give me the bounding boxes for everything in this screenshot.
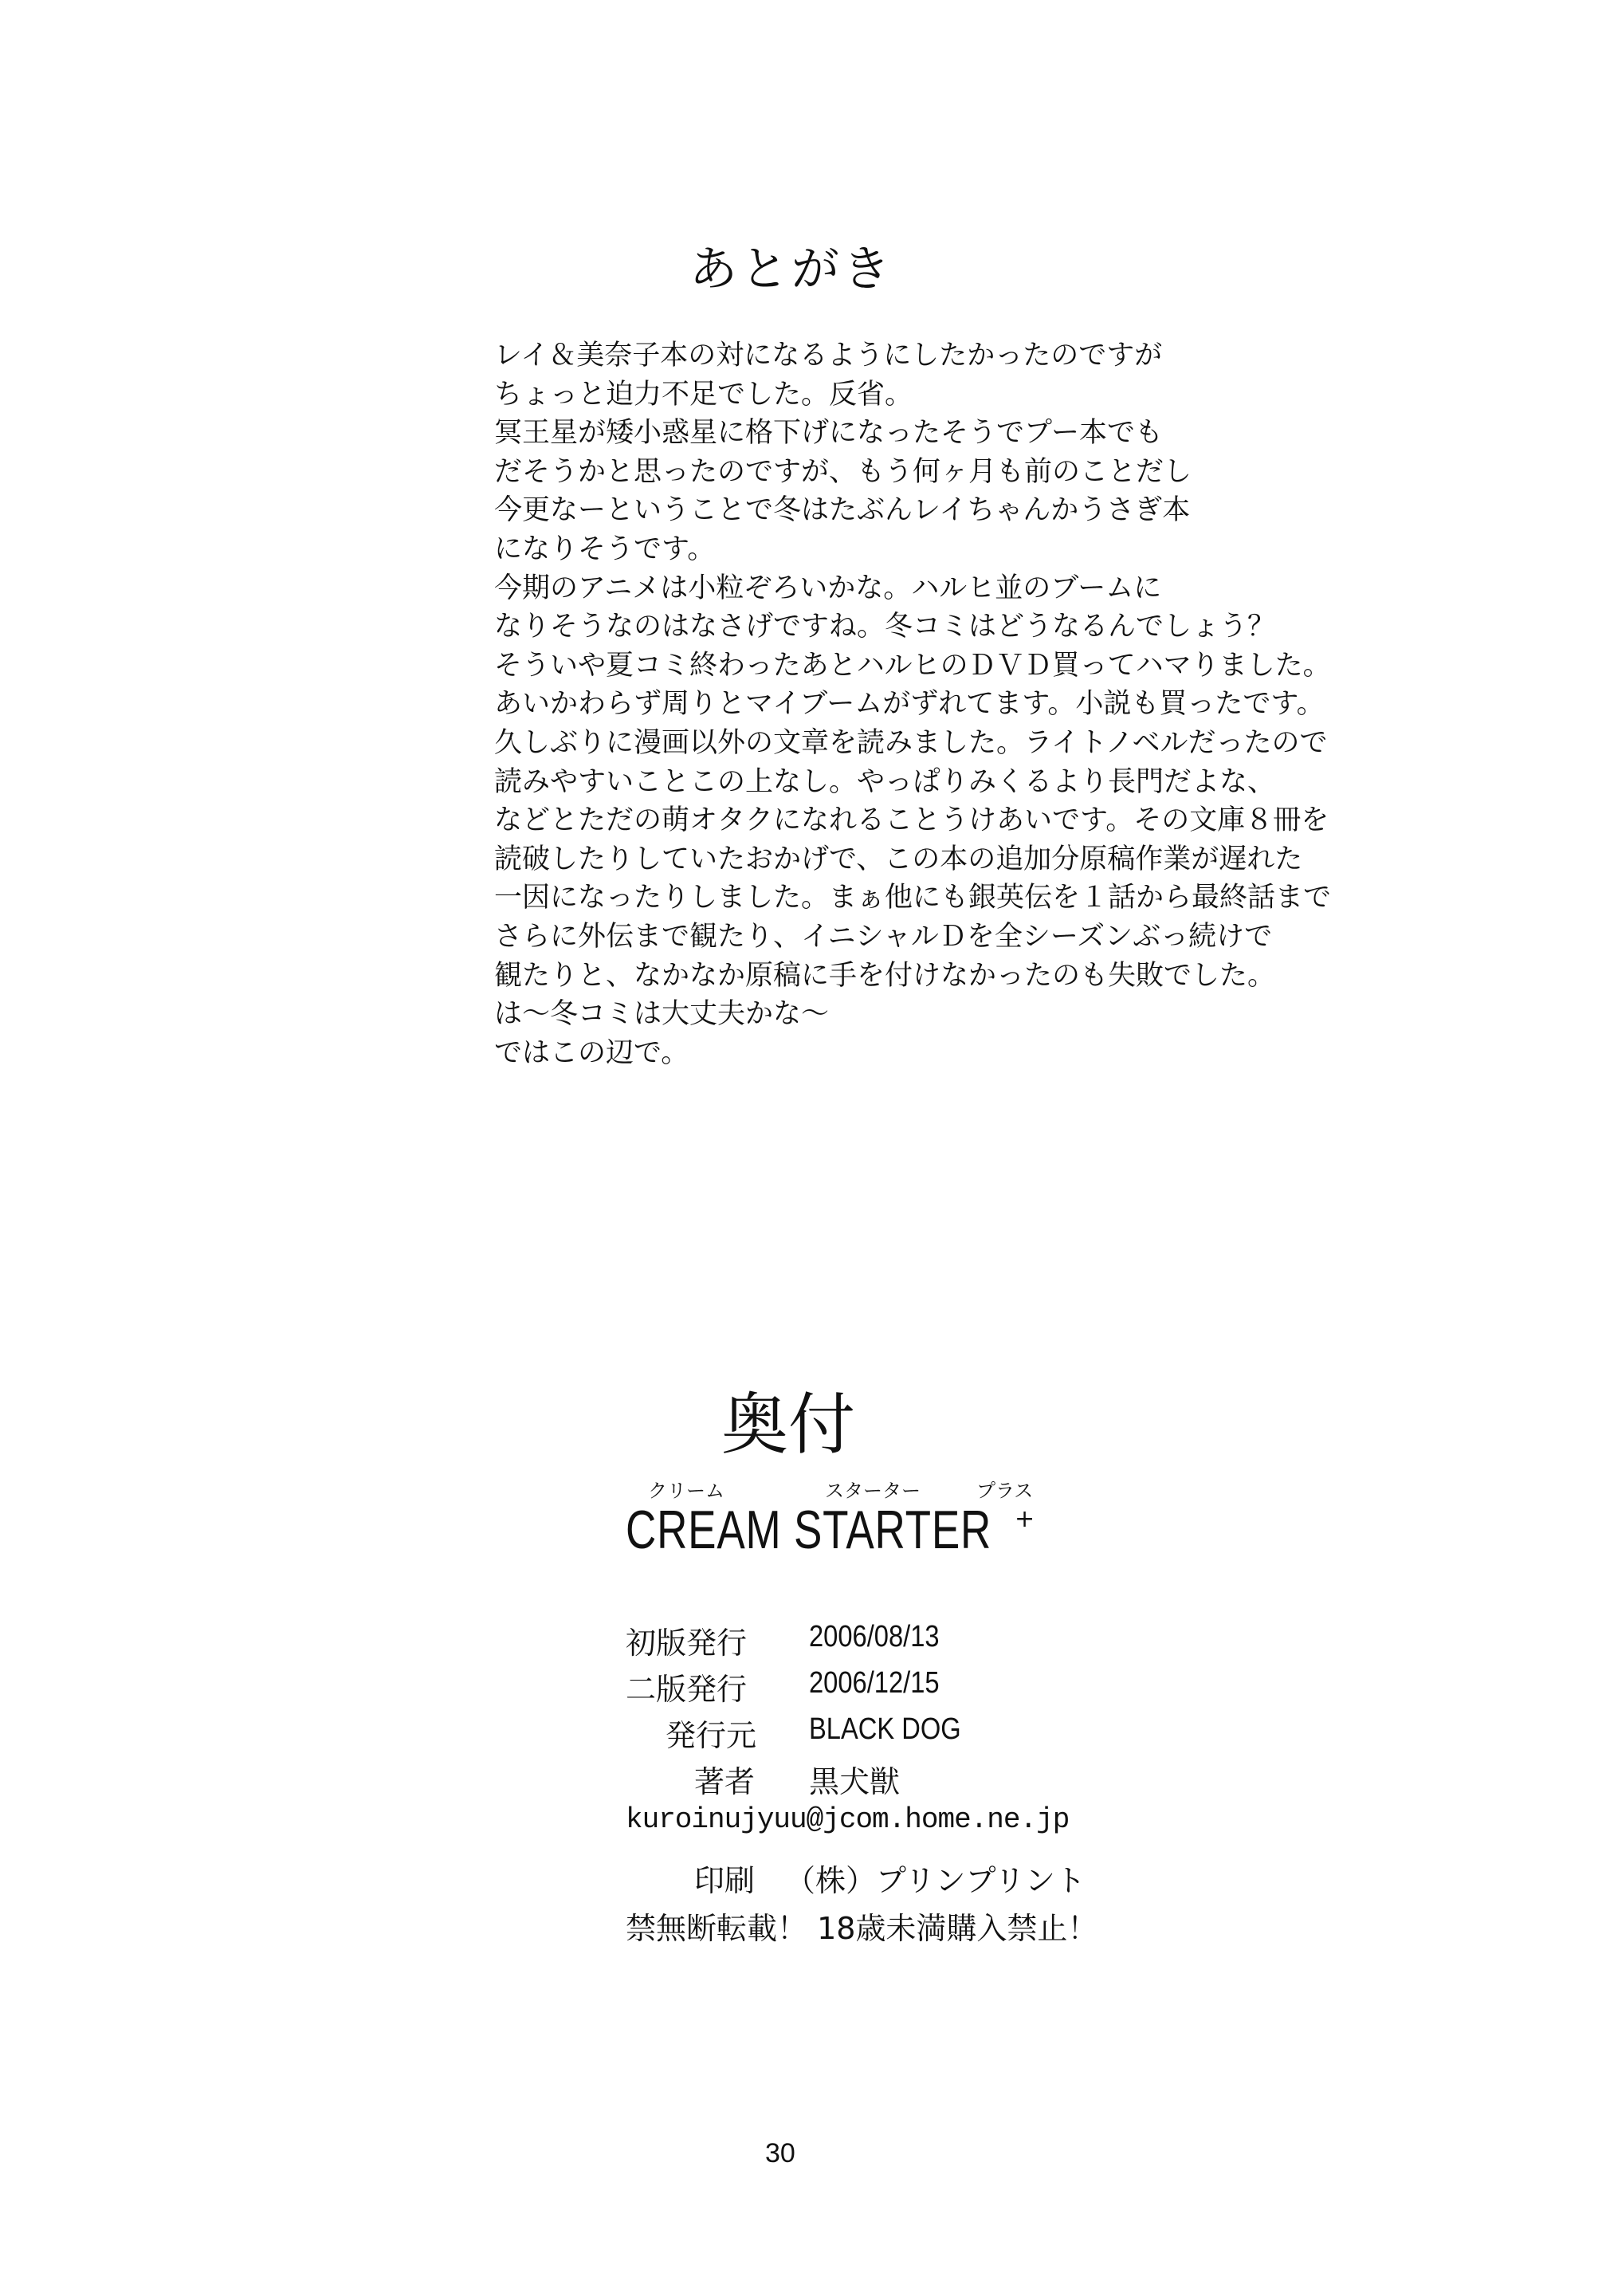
second-edition-date: 2006/12/15 [809,1666,940,1700]
page-number: 30 [765,2138,795,2168]
book-title: CREAM STARTER [626,1500,992,1560]
afterword-line: ではこの辺で。 [494,1036,689,1069]
author-name: 黒犬獣 [809,1764,901,1799]
afterword-line: 観たりと、なかなか原稿に手を付けなかったのも失敗でした。 [494,959,1276,992]
ruby-cream: クリーム [648,1480,724,1502]
afterword-line: そういや夏コミ終わったあとハルヒのＤＶＤ買ってハマりました。 [494,649,1331,682]
afterword-line: になりそうです。 [494,533,716,565]
afterword-line: 今期のアニメは小粒ぞろいかな。ハルヒ並のブームに [494,572,1162,604]
printer-name: （株）プリンプリント [785,1863,1086,1898]
afterword-text [494,336,1387,1072]
afterword-line: 一因になったりしました。まぁ他にも銀英伝を１話から最終話まで [494,882,1332,914]
book-title-block [626,1475,1072,1571]
afterword-heading: あとがき [689,242,893,297]
printer-label: 印刷 [694,1863,756,1898]
contact-email: kuroinujyuu@jcom.home.ne.jp [626,1803,1070,1836]
afterword-line: ちょっと迫力不足でした。反省。 [494,378,913,411]
author-label: 著者 [694,1764,756,1799]
first-edition-date: 2006/08/13 [809,1620,940,1653]
afterword-line: などとただの萌オタクになれることうけあいです。その文庫８冊を [494,804,1329,837]
afterword-line: 今更なーということで冬はたぶんレイちゃんかうさぎ本 [494,494,1191,527]
publisher-name: BLACK DOG [809,1712,961,1746]
afterword-line: なりそうなのはなさげですね。冬コミはどうなるんでしょう？ [494,611,1276,643]
afterword-line: 久しぶりに漫画以外の文章を読みました。ライトノベルだったので [494,726,1328,759]
afterword-line: レイ＆美奈子本の対になるようにしたかったのですが [494,340,1163,372]
book-title-plus: + [1015,1505,1035,1533]
ruby-plus: プラス [976,1480,1034,1502]
second-edition-label: 二版発行 [626,1672,748,1707]
first-edition-label: 初版発行 [626,1626,748,1661]
afterword-line: 読破したりしていたおかげで、この本の追加分原稿作業が遅れた [494,843,1303,875]
publisher-label: 発行元 [666,1718,757,1753]
afterword-line: だそうかと思ったのですが、もう何ヶ月も前のことだし [494,455,1192,488]
afterword-line: は～冬コミは大丈夫かな～ [494,998,830,1031]
afterword-line: 冥王星が矮小惑星に格下げになったそうでプー本でも [494,417,1163,450]
afterword-line: あいかわらず周りとマイブームがずれてます。小説も買ったです。 [494,688,1325,721]
copyright-notice: 禁無断転載！ 18歳未満購入禁止！ [626,1911,1098,1946]
colophon-heading: 奥付 [721,1386,856,1464]
afterword-line: さらに外伝まで観たり、イニシャルＤを全シーズンぶっ続けで [494,920,1273,953]
afterword-line: 読みやすいことこの上なし。やっぱりみくるより長門だよな、 [494,765,1276,798]
ruby-starter: スターター [825,1480,921,1502]
